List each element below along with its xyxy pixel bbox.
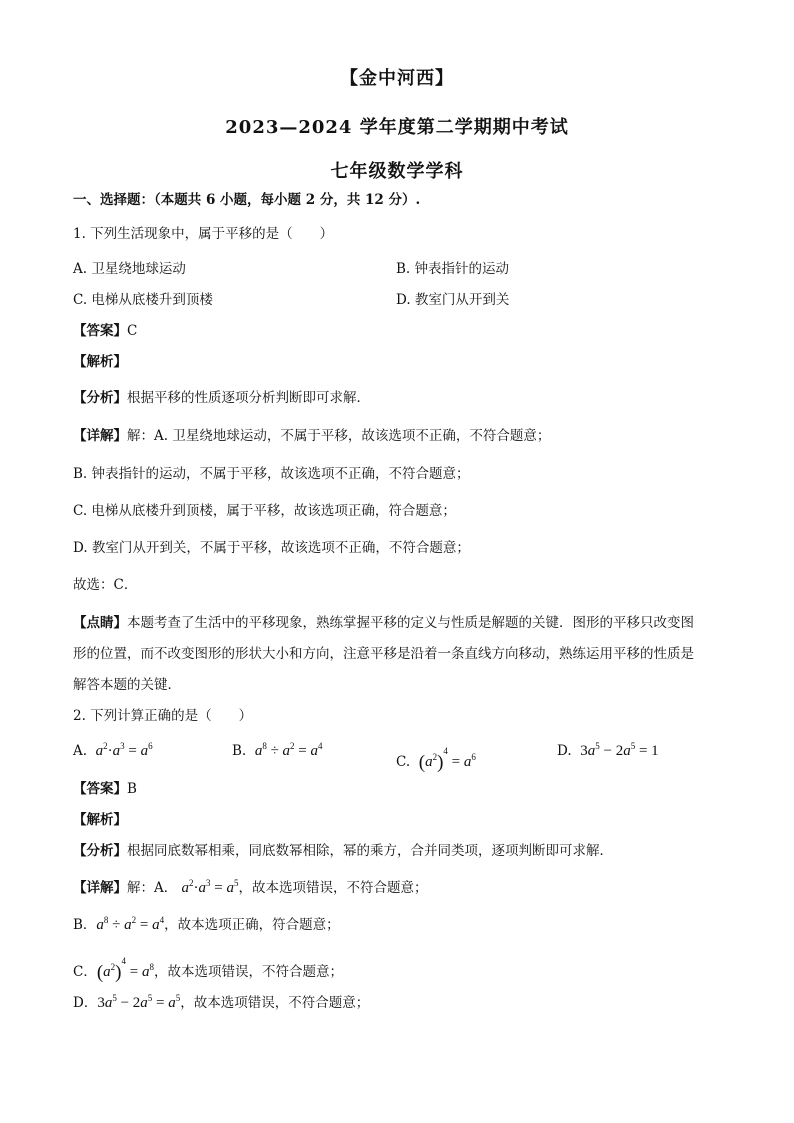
option-letter: B. xyxy=(232,743,247,759)
formula-detail-c: $(a^2)^4 = a^8$ xyxy=(96,956,154,983)
answer-value: C xyxy=(127,323,138,339)
q1-answer xyxy=(73,322,137,340)
q1-option-c: C. 电梯从底楼升到顶楼 xyxy=(73,292,213,308)
q2-option-d xyxy=(557,742,659,760)
formula-detail-a: $a^2\cdot a^3 = a^5$ xyxy=(181,878,239,896)
q2-xiangjie-c xyxy=(73,952,343,982)
xiangjie-label: 【详解】 xyxy=(73,428,127,444)
q2-xiangjie-d xyxy=(73,994,369,1012)
section-heading: 一、选择题：（本题共 6 小题，每小题 2 分，共 12 分）. xyxy=(73,192,421,208)
q1-xiangjie-2: B. 钟表指针的运动，不属于平移，故该选项不正确，不符合题意； xyxy=(73,466,470,482)
q1-xiangjie-3: C. 电梯从底楼升到顶楼，属于平移，故该选项正确，符合题意； xyxy=(73,503,456,519)
q2-stem: 2. 下列计算正确的是（ ） xyxy=(73,708,253,724)
q2-answer xyxy=(73,780,137,798)
q1-dianjing-2: 形的位置，而不改变图形的形状大小和方向，注意平移是沿着一条直线方向移动，熟练运用平移的性质是 xyxy=(73,646,694,662)
detail-prefix: D． xyxy=(73,995,98,1011)
subject-title: 七年级数学学科 xyxy=(330,161,464,182)
option-letter: A. xyxy=(73,743,88,759)
q1-dianjing-1 xyxy=(73,614,694,632)
q2-xiangjie-a xyxy=(73,879,428,897)
q1-option-d: D. 教室门从开到关 xyxy=(396,292,510,308)
q2-analysis-label: 【解析】 xyxy=(73,812,127,828)
q1-xiangjie-1 xyxy=(73,427,550,445)
detail-tail: ，故本选项错误，不符合题意； xyxy=(238,880,428,896)
formula-detail-d: $3a^5 - 2a^5 = a^5$ xyxy=(97,993,181,1011)
option-letter: D. xyxy=(557,743,572,759)
fenxi-text: 根据平移的性质逐项分析判断即可求解． xyxy=(127,390,370,406)
xiangjie-text: 解：A. 卫星绕地球运动，不属于平移，故该选项不正确，不符合题意； xyxy=(127,428,551,444)
q2-xiangjie-b xyxy=(73,916,340,934)
q1-stem: 1. 下列生活现象中，属于平移的是（ ） xyxy=(73,226,334,242)
dianjing-label: 【点睛】 xyxy=(73,615,127,631)
answer-label: 【答案】 xyxy=(73,323,127,339)
q2-option-b xyxy=(232,742,323,760)
exam-title: 2023—2024 学年度第二学期期中考试 xyxy=(225,117,569,138)
q1-dianjing-3: 解答本题的关键． xyxy=(73,677,181,693)
formula-c: $(a^2)^4 = a^6$ xyxy=(418,746,476,773)
detail-tail: ，故本选项正确，符合题意； xyxy=(164,917,340,933)
q1-fenxi xyxy=(73,389,370,407)
q1-analysis-label: 【解析】 xyxy=(73,354,127,370)
q1-xiangjie-5: 故选：C． xyxy=(73,577,138,593)
detail-prefix: C． xyxy=(73,964,97,980)
formula-a: $a^2\cdot a^3 = a^6$ xyxy=(95,741,153,759)
q2-option-a xyxy=(73,742,153,760)
answer-label: 【答案】 xyxy=(73,781,127,797)
detail-tail: ，故本选项错误，不符合题意； xyxy=(153,964,343,980)
formula-b: $a^8 \div a^2 = a^4$ xyxy=(254,741,323,759)
q1-option-a: A. 卫星绕地球运动 xyxy=(73,261,186,277)
option-letter: C. xyxy=(396,754,411,770)
detail-prefix: B． xyxy=(73,917,97,933)
xiangjie-label: 【详解】 xyxy=(73,880,127,896)
formula-d: $3a^5 - 2a^5 = 1$ xyxy=(580,741,659,759)
fenxi-label: 【分析】 xyxy=(73,843,127,859)
dianjing-text: 本题考查了生活中的平移现象，熟练掌握平移的定义与性质是解题的关键．图形的平移只改变图 xyxy=(127,615,694,631)
answer-value: B xyxy=(127,781,137,797)
q1-option-b: B. 钟表指针的运动 xyxy=(396,261,510,277)
q2-option-c xyxy=(396,742,476,772)
detail-tail: ，故本选项错误，不符合题意； xyxy=(180,995,370,1011)
school-title: 【金中河西】 xyxy=(340,68,454,89)
fenxi-label: 【分析】 xyxy=(73,390,127,406)
q2-fenxi xyxy=(73,842,613,860)
formula-detail-b: $a^8 \div a^2 = a^4$ xyxy=(96,915,165,933)
q1-xiangjie-4: D. 教室门从开到关，不属于平移，故该选项不正确，不符合题意； xyxy=(73,540,470,556)
fenxi-text: 根据同底数幂相乘，同底数幂相除，幂的乘方，合并同类项，逐项判断即可求解． xyxy=(127,843,613,859)
xiangjie-prefix: 解：A． xyxy=(127,880,178,896)
